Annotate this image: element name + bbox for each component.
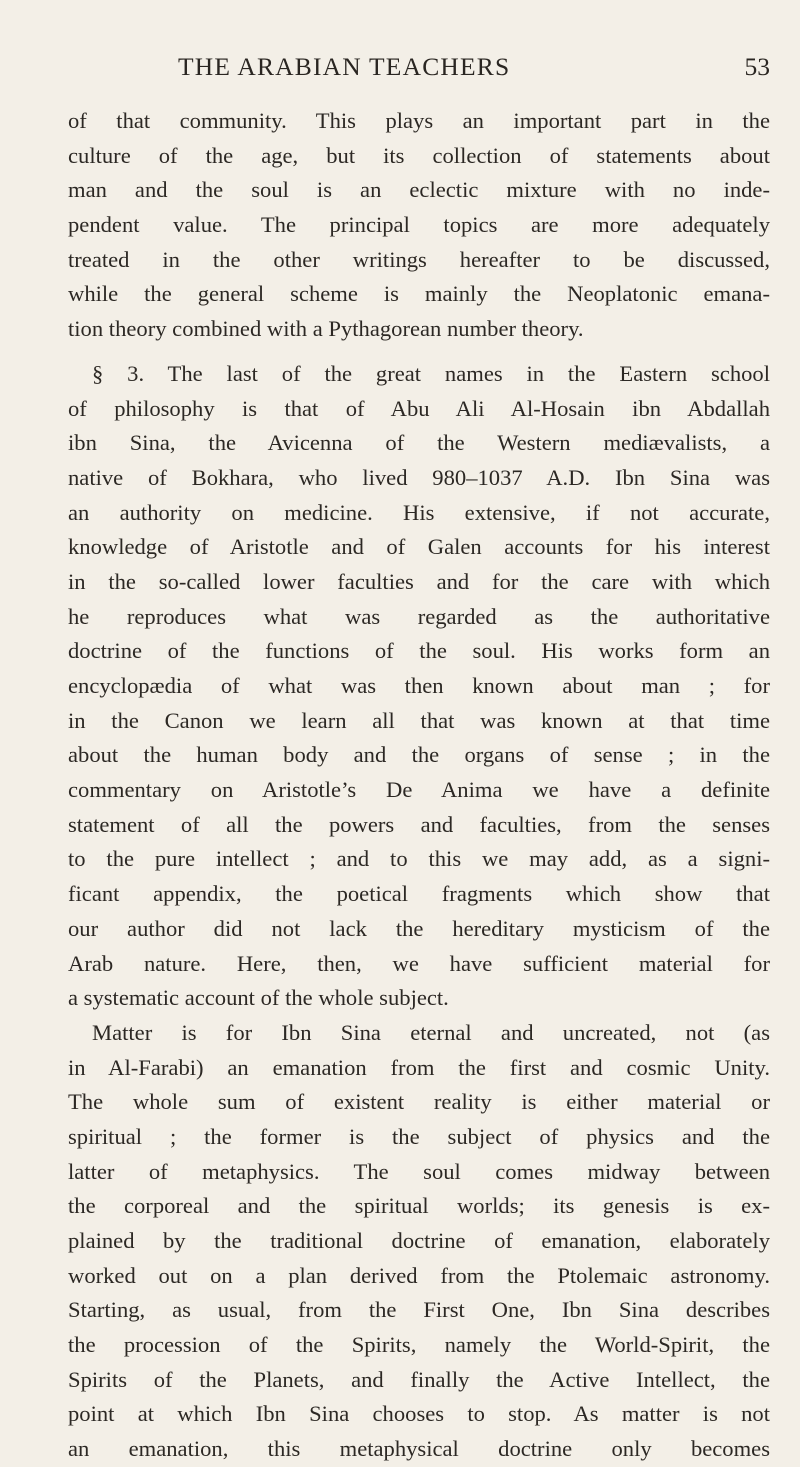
page-number: 53 bbox=[744, 52, 770, 81]
text-line: ficant appendix, the poetical fragments which show that bbox=[68, 881, 770, 907]
text-line: a systematic account of the whole subject. bbox=[68, 985, 449, 1011]
text-line: ibn Sina, the Avicenna of the Western mediævalists, a bbox=[68, 430, 770, 456]
text-line: our author did not lack the hereditary mysticism of the bbox=[68, 915, 770, 941]
text-line: an authority on medicine. His extensive, if not accurate, bbox=[68, 499, 770, 525]
text-line: in Al-Farabi) an emanation from the first and cosmic Unity. bbox=[68, 1054, 770, 1080]
text-line: Spirits of the Planets, and finally the Active Intellect, the bbox=[68, 1366, 770, 1392]
text-line: latter of metaphysics. The soul comes midway between bbox=[68, 1158, 770, 1184]
text-line: encyclopædia of what was then known about man ; for bbox=[68, 673, 770, 698]
text-line: § 3. The last of the great names in the Eastern school bbox=[92, 360, 770, 386]
text-line: culture of the age, but its collection of statements about bbox=[68, 142, 770, 168]
text-line: of that community. This plays an important part in the bbox=[68, 108, 770, 133]
text-line: in the so-called lower faculties and for the care with which bbox=[68, 568, 770, 594]
text-line: Starting, as usual, from the First One, Ibn Sina describes bbox=[68, 1297, 770, 1323]
text-line: pendent value. The principal topics are more adequately bbox=[68, 212, 770, 238]
text-line: worked out on a plan derived from the Ptolemaic astronomy. bbox=[68, 1262, 770, 1288]
text-line: The whole sum of existent reality is either material or bbox=[68, 1089, 770, 1115]
text-line: of philosophy is that of Abu Ali Al-Hosain ibn Abdallah bbox=[68, 395, 770, 421]
text-line: point at which Ibn Sina chooses to stop. As matter is not bbox=[68, 1401, 770, 1427]
body-text bbox=[68, 104, 770, 1467]
text-line: native of Bokhara, who lived 980–1037 A.D. Ibn Sina was bbox=[68, 464, 770, 490]
text-line: an emanation, this metaphysical doctrine only becomes bbox=[68, 1436, 770, 1462]
text-line: spiritual ; the former is the subject of physics and the bbox=[68, 1123, 770, 1149]
text-line: statement of all the powers and faculties, from the senses bbox=[68, 811, 770, 837]
text-line: plained by the traditional doctrine of emanation, elaborately bbox=[68, 1228, 770, 1253]
text-line: while the general scheme is mainly the Neoplatonic emana- bbox=[68, 281, 770, 307]
text-line: tion theory combined with a Pythagorean number theory. bbox=[68, 316, 584, 342]
text-line: the procession of the Spirits, namely the World-Spirit, the bbox=[68, 1332, 770, 1358]
text-line: to the pure intellect ; and to this we may add, as a signi- bbox=[68, 846, 770, 872]
text-line: doctrine of the functions of the soul. His works form an bbox=[68, 638, 770, 664]
text-line: Arab nature. Here, then, we have sufficient material for bbox=[68, 950, 770, 976]
text-line: the corporeal and the spiritual worlds; its genesis is ex- bbox=[68, 1193, 770, 1219]
text-line: knowledge of Aristotle and of Galen accounts for his interest bbox=[68, 534, 770, 560]
text-line: man and the soul is an eclectic mixture with no inde- bbox=[68, 177, 770, 203]
running-title: THE ARABIAN TEACHERS bbox=[178, 52, 511, 81]
text-line: treated in the other writings hereafter to be discussed, bbox=[68, 246, 770, 272]
text-line: about the human body and the organs of sense ; in the bbox=[68, 742, 770, 768]
page-header bbox=[68, 52, 770, 92]
text-line: Matter is for Ibn Sina eternal and uncreated, not (as bbox=[92, 1019, 770, 1045]
text-line: commentary on Aristotle’s De Anima we have a definite bbox=[68, 777, 770, 803]
text-line: he reproduces what was regarded as the authoritative bbox=[68, 603, 770, 629]
text-line: in the Canon we learn all that was known at that time bbox=[68, 707, 770, 733]
